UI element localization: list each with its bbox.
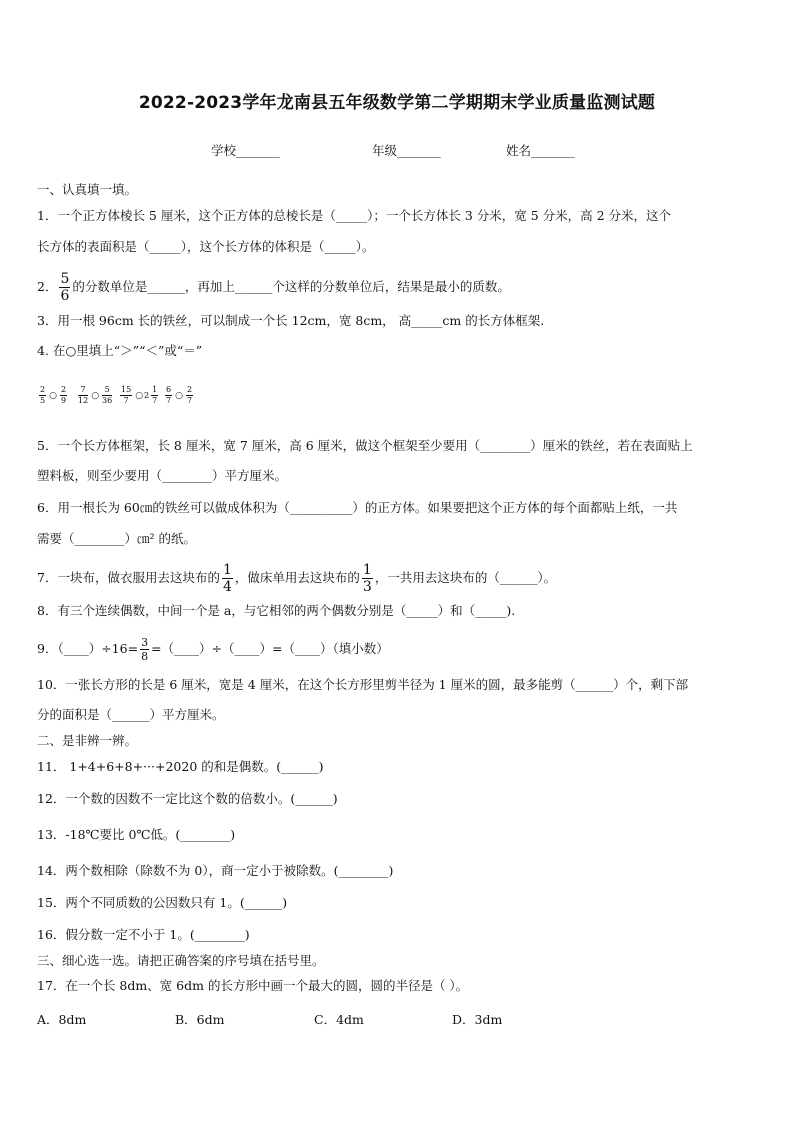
question-14: 14．两个数相除（除数不为 0），商一定小于被除数。(________) (37, 863, 394, 878)
section-2-heading: 二、是非辨一辨。 (37, 733, 138, 748)
page-title: 2022-2023学年龙南县五年级数学第二学期期末学业质量监测试题 (138, 93, 656, 113)
option-b: B．6dm (175, 1012, 225, 1027)
question-15: 15．两个不同质数的公因数只有 1。(______) (37, 895, 288, 910)
question-8: 8．有三个连续偶数，中间一个是 a，与它相邻的两个偶数分别是（_____）和（_____). (37, 603, 516, 618)
question-5-line-2: 塑料板，则至少要用（________）平方厘米。 (37, 468, 288, 483)
question-12: 12．一个数的因数不一定比这个数的倍数小。(______) (37, 791, 338, 806)
question-6-line-1: 6．用一根长为 60㎝的铁丝可以做成体积为（__________）的正方体。如果要把这个正方体的每个面都贴上纸，一共 (37, 500, 678, 515)
option-d: D．3dm (452, 1012, 503, 1027)
compare-item-3: $\frac{15}{7}$ ○2 $\frac{1}{7}$ (121, 385, 158, 405)
question-3: 3．用一根 96cm 长的铁丝，可以制成一个长 12cm，宽 8cm， 高_____cm 的长方体框架. (37, 313, 545, 328)
question-2-number: 2． (37, 279, 58, 294)
compare-circle: ○ (175, 390, 183, 401)
compare-circle: ○ (91, 390, 100, 401)
compare-item-4: $\frac{6}{7}$ ○ $\frac{2}{7}$ (166, 385, 193, 405)
question-13: 13．-18℃要比 0℃低。(________) (37, 827, 236, 842)
question-5-line-1: 5．一个长方体框架，长 8 厘米，宽 7 厘米，高 6 厘米，做这个框架至少要用（________）厘米的铁丝，若在表面贴上 (37, 438, 693, 453)
grade-field: 年级_______ (372, 143, 441, 158)
question-2 (37, 272, 757, 303)
school-field: 学校_______ (211, 143, 280, 158)
compare-circle: ○ (49, 390, 57, 401)
question-9: 9．（____）÷16= $\frac{3}{8}$ =（____）÷（____）=（____）（填小数） (37, 636, 389, 663)
question-6-line-2: 需要（________）㎝² 的纸。 (37, 531, 196, 546)
compare-item-1: $\frac{2}{5}$ ○ $\frac{2}{9}$ (40, 385, 67, 405)
compare-circle: ○ (135, 390, 144, 401)
question-17: 17．在一个长 8dm、宽 6dm 的长方形中画一个最大的圆，圆的半径是（ ）。 (37, 978, 469, 993)
question-1-line-1: 1．一个正方体棱长 5 厘米，这个正方体的总棱长是（_____）；一个长方体长 3 分米，宽 5 分米，高 2 分米，这个 (37, 208, 672, 223)
name-field: 姓名_______ (506, 143, 575, 158)
option-c: C．4dm (314, 1012, 364, 1027)
question-10-line-2: 分的面积是（______）平方厘米。 (37, 707, 225, 722)
fraction-5-6: $\frac{5}{6}$ (60, 271, 70, 304)
section-1-heading: 一、认真填一填。 (37, 182, 138, 197)
question-4: 4. 在○里填上“＞”“＜”或“＝” (37, 343, 203, 358)
question-7: 7．一块布，做衣服用去这块布的 $\frac{1}{4}$ ，做床单用去这块布的 $\frac{1}{3}$ ，一共用去这块布的（______）。 (37, 562, 557, 595)
question-2-text: 的分数单位是______，再加上______个这样的分数单位后，结果是最小的质数。 (72, 279, 510, 294)
compare-item-2: $\frac{7}{12}$ ○ $\frac{5}{36}$ (78, 385, 113, 405)
option-a: A．8dm (37, 1012, 87, 1027)
question-1-line-2: 长方体的表面积是（_____），这个长方体的体积是（_____）。 (37, 239, 375, 254)
section-3-heading: 三、细心选一选。请把正确答案的序号填在括号里。 (37, 953, 325, 968)
fraction-1-3: $\frac{1}{3}$ (362, 562, 372, 595)
question-11: 11． 1+4+6+8+···+2020 的和是偶数。(______) (37, 759, 324, 774)
question-10-line-1: 10．一张长方形的长是 6 厘米，宽是 4 厘米，在这个长方形里剪半径为 1 厘米的圆，最多能剪（______）个，剩下部 (37, 677, 689, 692)
fraction-3-8: $\frac{3}{8}$ (141, 636, 149, 663)
question-16: 16．假分数一定不小于 1。(________) (37, 927, 250, 942)
fraction-1-4: $\frac{1}{4}$ (222, 562, 232, 595)
